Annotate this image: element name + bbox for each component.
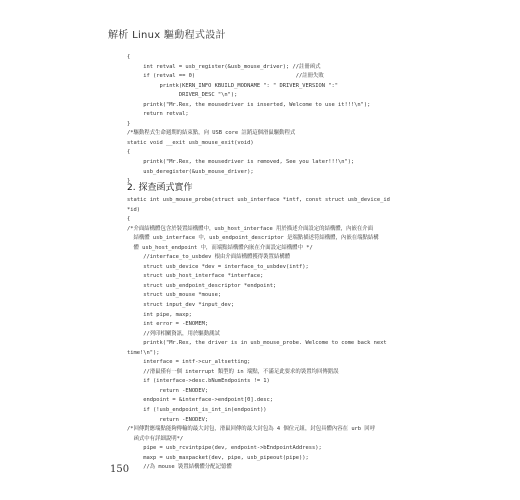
section-heading: 2. 探查函式實作 [127,183,193,193]
code-line: //interface_to_usbdev 根由介面結構體獲得裝置結構體 [127,254,291,261]
code-line: if (!usb_endpoint_is_int_in(endpoint)) [127,407,267,414]
code-line: //列印相關資訊，用於驅動測試 [127,330,220,337]
code-line: struct usb_endpoint_descriptor *endpoint; [127,282,277,289]
code-line: 結構體 usb_interface 中，usb_endpoint_descriptor 是端點描述符結構體，內嵌在端點結構 [127,235,379,242]
code-line: } [127,178,131,185]
code-line: 函式中有詳細說明*/ [127,435,184,442]
code-line: return -ENODEV; [127,416,209,423]
page-number: 150 [110,464,130,475]
code-line: 體 usb_host_endpoint 中，而端點結構體內嵌在介面設定結構體中 */ [127,244,313,251]
code-line: printk("Mr.Rex, the mousedriver is removed, See you later!!!\n"); [127,159,355,166]
code-line: struct usb_device *dev = interface_to_usbdev(intf); [127,263,309,270]
code-line: //為 mouse 裝置結構體分配記憶體 [127,464,232,471]
code-line: maxp = usb_maxpacket(dev, pipe, usb_pipeout(pipe)); [127,454,309,461]
code-line: //滑鼠僅有一個 interrupt 類型的 in 端點，不滿足此要求的裝置均回傳錯誤 [127,368,339,375]
code-line: if (retval == 0) //註冊失敗 [127,73,324,80]
code-line: int pipe, maxp; [127,311,192,318]
code-line: printk("Mr.Rex, the mousedriver is inserted, Welcome to use it!!!\n"); [127,101,371,108]
code-line: *id) [127,206,140,213]
code-line: { [127,149,131,156]
code-line: static void __exit usb_mouse_exit(void) [127,139,254,146]
code-line: printk(KERN_INFO KBUILD_MODNAME ": " DRIVER_VERSION ":" [127,82,338,89]
code-line: time!\n"); [127,349,160,356]
code-line: interface = intf->cur_altsetting; [127,359,251,366]
code-line: /*回傳對應端點能夠傳輸的最大封包，滑鼠回傳的最大封包為 4 個位元組，封包具體內容在 urb 回呼 [127,426,376,433]
code-line: struct input_dev *input_dev; [127,302,235,309]
code-line: return retval; [127,111,189,118]
code-line: /*驅動程式生命週期的結束點，向 USB core 註銷這個滑鼠驅動程式 [127,130,296,137]
code-block-probe [127,196,507,473]
code-line: struct usb_host_interface *interface; [127,273,264,280]
code-line: return -ENODEV; [127,387,209,394]
code-line: } [127,120,131,127]
code-line: static int usb_mouse_probe(struct usb_interface *intf, const struct usb_device_id [127,197,390,203]
code-line: { [127,54,131,60]
code-line: int error = -ENOMEM; [127,321,209,328]
code-line: pipe = usb_rcvintpipe(dev, endpoint->bEndpointAddress); [127,445,322,452]
code-line: int retval = usb_register(&usb_mouse_driver); //註冊函式 [127,63,321,70]
code-block-register [127,53,507,187]
code-line: printk("Mr.Rex, the driver is in usb_mouse_probe. Welcome to come back next [127,340,387,347]
running-head: 解析 Linux 驅動程式設計 [108,30,226,41]
code-line: usb_deregister(&usb_mouse_driver); [127,168,254,175]
code-line: if (interface->desc.bNumEndpoints != 1) [127,378,270,385]
code-line: { [127,216,131,223]
code-line: DRIVER_DESC "\n"); [127,92,238,99]
code-line: endpoint = &interface->endpoint[0].desc; [127,397,274,404]
code-line: struct usb_mouse *mouse; [127,292,222,299]
code-line: /*介面結構體包含於裝置結構體中，usb_host_interface 用於描述介面設定的結構體，內嵌在介面 [127,225,374,232]
